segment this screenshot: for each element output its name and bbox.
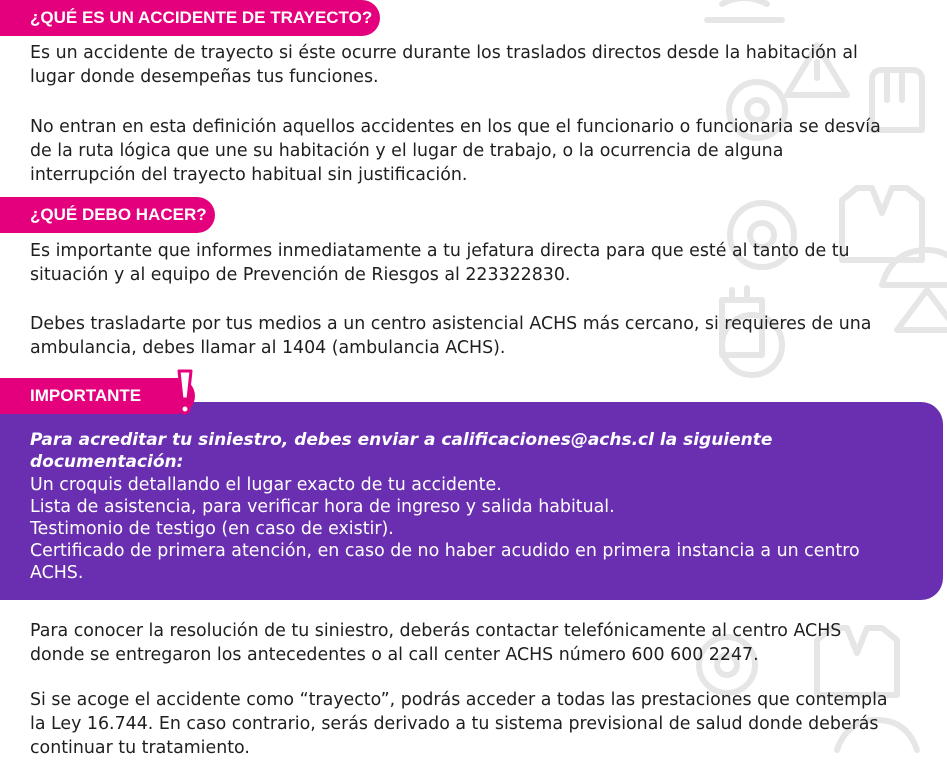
importante-lead: Para acreditar tu siniestro, debes enviar a calificaciones@achs.cl la siguiente documentación:: [30, 430, 773, 472]
hard-hat-icon: [707, 0, 782, 20]
que-hacer-inform: Es importante que informes inmediatamente a tu jefatura directa para que esté al tanto de tu situación y al equipo de Prevención de Riesgos al 223322830.: [30, 241, 850, 285]
accidente-exclusions: No entran en esta definición aquellos accidentes en los que el funcionario o funcionaria se desvía de la ruta lógica que une su habitación y el lugar de trabajo, o la ocurrencia de alguna interrupción del trayecto habitual sin justificación.: [30, 117, 881, 185]
section-heading-que-hacer: ¿QUÉ DEBO HACER?: [0, 197, 215, 233]
list-item: Un croquis detallando el lugar exacto de tu accidente.: [30, 475, 502, 495]
documentation-list: [30, 474, 930, 584]
closing-resolution: Para conocer la resolución de tu siniestro, deberás contactar telefónicamente al centro ACHS donde se entregaron los antecedentes o al call center ACHS número 600 600 2247.: [30, 621, 842, 665]
exclamation-icon: [170, 367, 200, 417]
list-item: Testimonio de testigo (en caso de existir).: [30, 519, 394, 539]
section-heading-accidente: ¿QUÉ ES UN ACCIDENTE DE TRAYECTO?: [0, 0, 380, 36]
importante-panel: [0, 402, 943, 600]
list-item: Certificado de primera atención, en caso de no haber acudido en primera instancia a un centro: [30, 541, 860, 561]
list-item: ACHS.: [30, 563, 84, 583]
accidente-definition: Es un accidente de trayecto si éste ocurre durante los traslados directos desde la habitación al lugar donde desempeñas tus funciones.: [30, 43, 858, 87]
list-item: Lista de asistencia, para verificar hora de ingreso y salida habitual.: [30, 497, 615, 517]
que-hacer-traslado: Debes trasladarte por tus medios a un centro asistencial ACHS más cercano, si requieres de una ambulancia, debes llamar al 1404 (ambulancia ACHS).: [30, 314, 872, 358]
closing-prestaciones: Si se acoge el accidente como “trayecto”, podrás acceder a todas las prestaciones que contempla la Ley 16.744. En caso contrario, serás derivado a tu sistema previsional de salud donde deberás continuar tu tratamiento.: [30, 690, 888, 758]
section-heading-importante: IMPORTANTE: [0, 378, 195, 414]
